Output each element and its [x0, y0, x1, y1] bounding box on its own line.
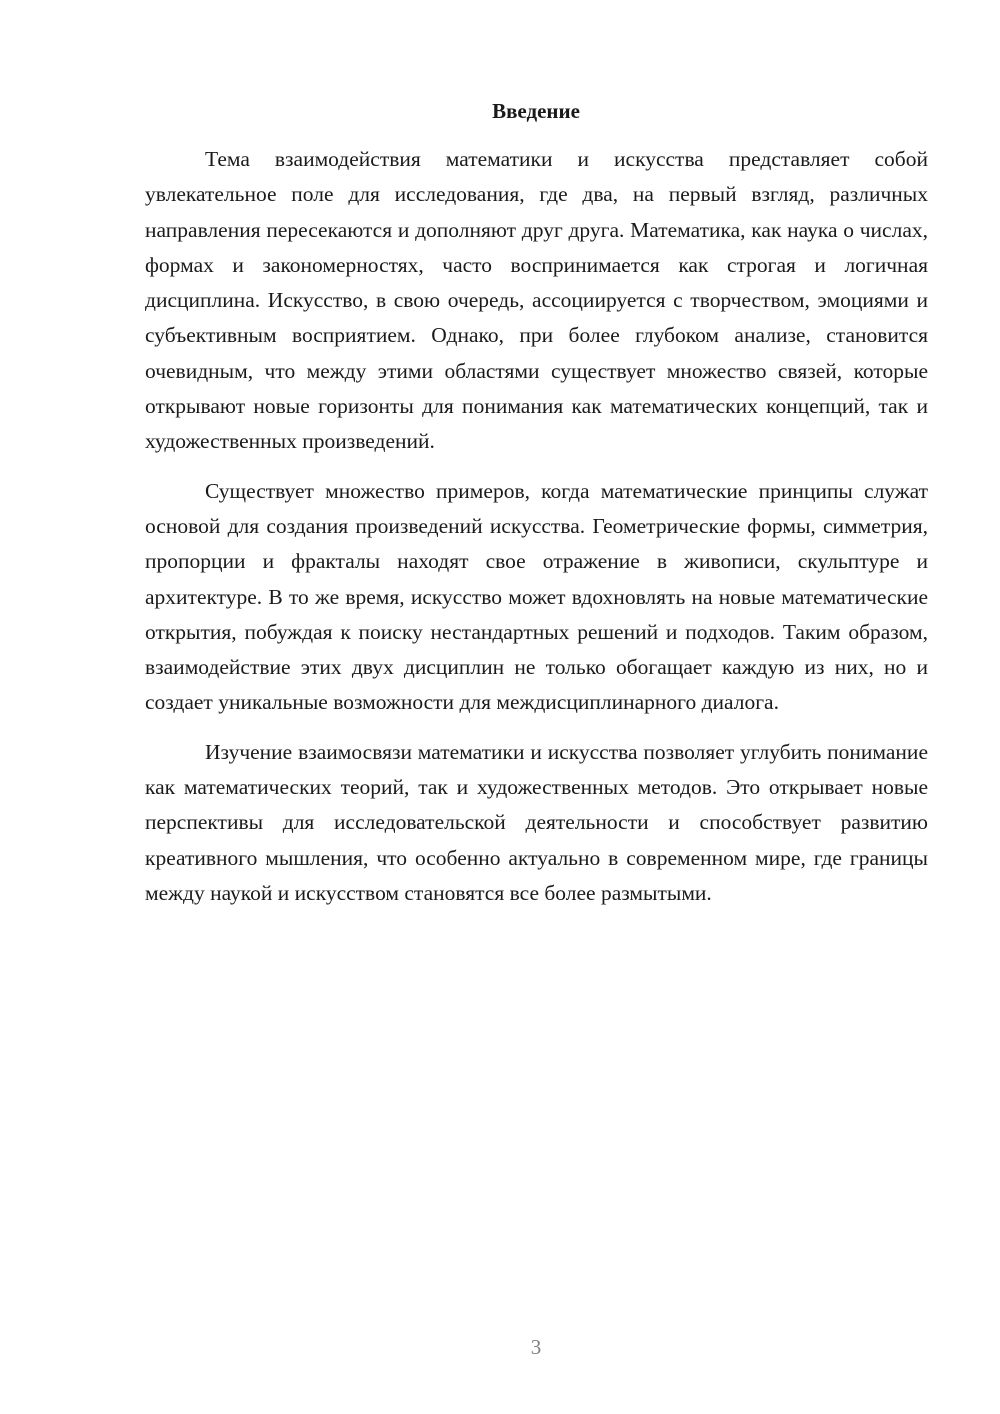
paragraph-1: Тема взаимодействия математики и искусства представляет собой увлекательное поле для исследования, где два, на первый взгляд, различных направления пересекаются и дополняют друг друга. Математика, как наука о числах, формах и закономерностях, часто воспринимается как строгая и логичная дисциплина. Искусство, в свою очередь, ассоциируется с творчеством, эмоциями и субъективным восприятием. Однако, при более глубоком анализе, становится очевидным, что между этими областями существует множество связей, которые открывают новые горизонты для понимания как математических концепций, так и художественных произведений.	[145, 147, 928, 454]
paragraph-3: Изучение взаимосвязи математики и искусства позволяет углубить понимание как математических теорий, так и художественных методов. Это открывает новые перспективы для исследовательской деятельности и способствует развитию креативного мышления, что особенно актуально в современном мире, где границы между наукой и искусством становятся все более размытыми.	[145, 739, 928, 905]
section-heading: Введение	[492, 99, 580, 123]
paragraph-2: Существует множество примеров, когда математические принципы служат основой для создания произведений искусства. Геометрические формы, симметрия, пропорции и фракталы находят свое отражение в живописи, скульптуре и архитектуре. В то же время, искусство может вдохновлять на новые математические открытия, побуждая к поиску нестандартных решений и подходов. Таким образом, взаимодействие этих двух дисциплин не только обогащает каждую из них, но и создает уникальные возможности для междисциплинарного диалога.	[145, 478, 928, 715]
body-text	[145, 142, 928, 925]
page-number: 3	[530, 1335, 542, 1359]
